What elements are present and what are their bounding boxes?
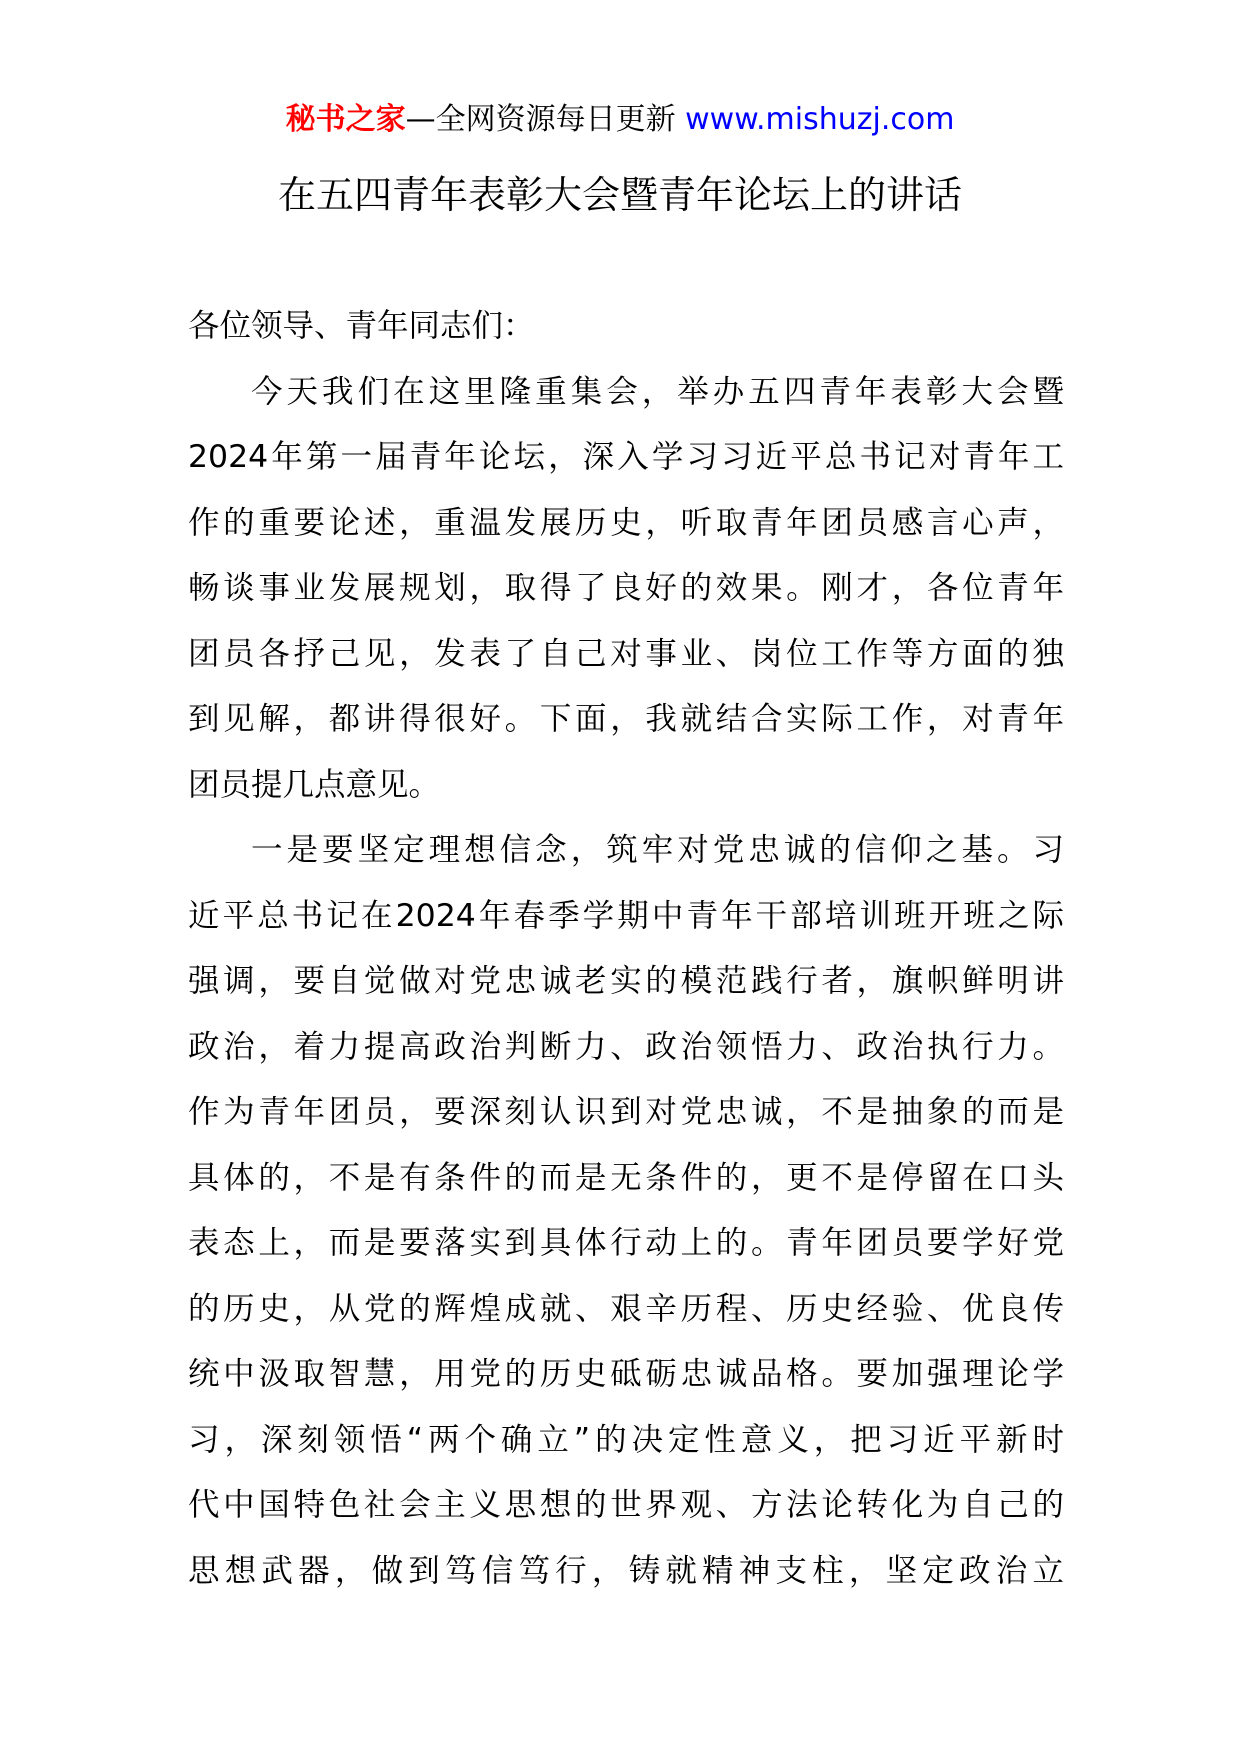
site-header	[0, 100, 1240, 140]
body-line: 政治，着力提高政治判断力、政治领悟力、政治执行力。	[188, 1028, 1064, 1065]
body-line: 作的重要论述，重温发展历史，听取青年团员感言心声，	[188, 504, 1064, 541]
body-line: 表态上，而是要落实到具体行动上的。青年团员要学好党	[188, 1225, 1064, 1261]
body-line: 今天我们在这里隆重集会，举办五四青年表彰大会暨	[251, 373, 1064, 410]
body-line: 团员各抒己见，发表了自己对事业、岗位工作等方面的独	[188, 635, 1064, 672]
brand-name: 秘书之家	[285, 102, 406, 137]
body-line: 具体的，不是有条件的而是无条件的，更不是停留在口头	[188, 1159, 1064, 1196]
header-url-link[interactable]: www.mishuzj.com	[685, 102, 955, 137]
body-line: 的历史，从党的辉煌成就、艰辛历程、历史经验、优良传	[188, 1290, 1064, 1327]
greeting-line: 各位领导、青年同志们：	[188, 308, 535, 344]
body-line: 到见解，都讲得很好。下面，我就结合实际工作，对青年	[188, 701, 1064, 737]
body-line: 思想武器，做到笃信笃行，铸就精神支柱，坚定政治立	[188, 1552, 1064, 1589]
body-line: 统中汲取智慧，用党的历史砥砺忠诚品格。要加强理论学	[188, 1356, 1064, 1392]
body-line: 2024年第一届青年论坛，深入学习习近平总书记对青年工	[188, 439, 1064, 475]
body-line: 强调，要自觉做对党忠诚老实的模范践行者，旗帜鲜明讲	[188, 963, 1064, 999]
body-line: 团员提几点意见。	[188, 766, 441, 803]
document-body	[188, 294, 1064, 1604]
body-line: 近平总书记在2024年春季学期中青年干部培训班开班之际	[188, 897, 1064, 934]
document-title: 在五四青年表彰大会暨青年论坛上的讲话	[277, 173, 962, 217]
body-line: 习，深刻领悟“两个确立”的决定性意义，把习近平新时	[188, 1421, 1064, 1458]
body-line: 作为青年团员，要深刻认识到对党忠诚，不是抽象的而是	[188, 1094, 1064, 1130]
header-tagline: —全网资源每日更新	[405, 102, 686, 137]
body-line: 畅谈事业发展规划，取得了良好的效果。刚才，各位青年	[188, 570, 1064, 606]
body-line: 一是要坚定理想信念，筑牢对党忠诚的信仰之基。习	[251, 832, 1064, 868]
body-line: 代中国特色社会主义思想的世界观、方法论转化为自己的	[188, 1487, 1064, 1523]
